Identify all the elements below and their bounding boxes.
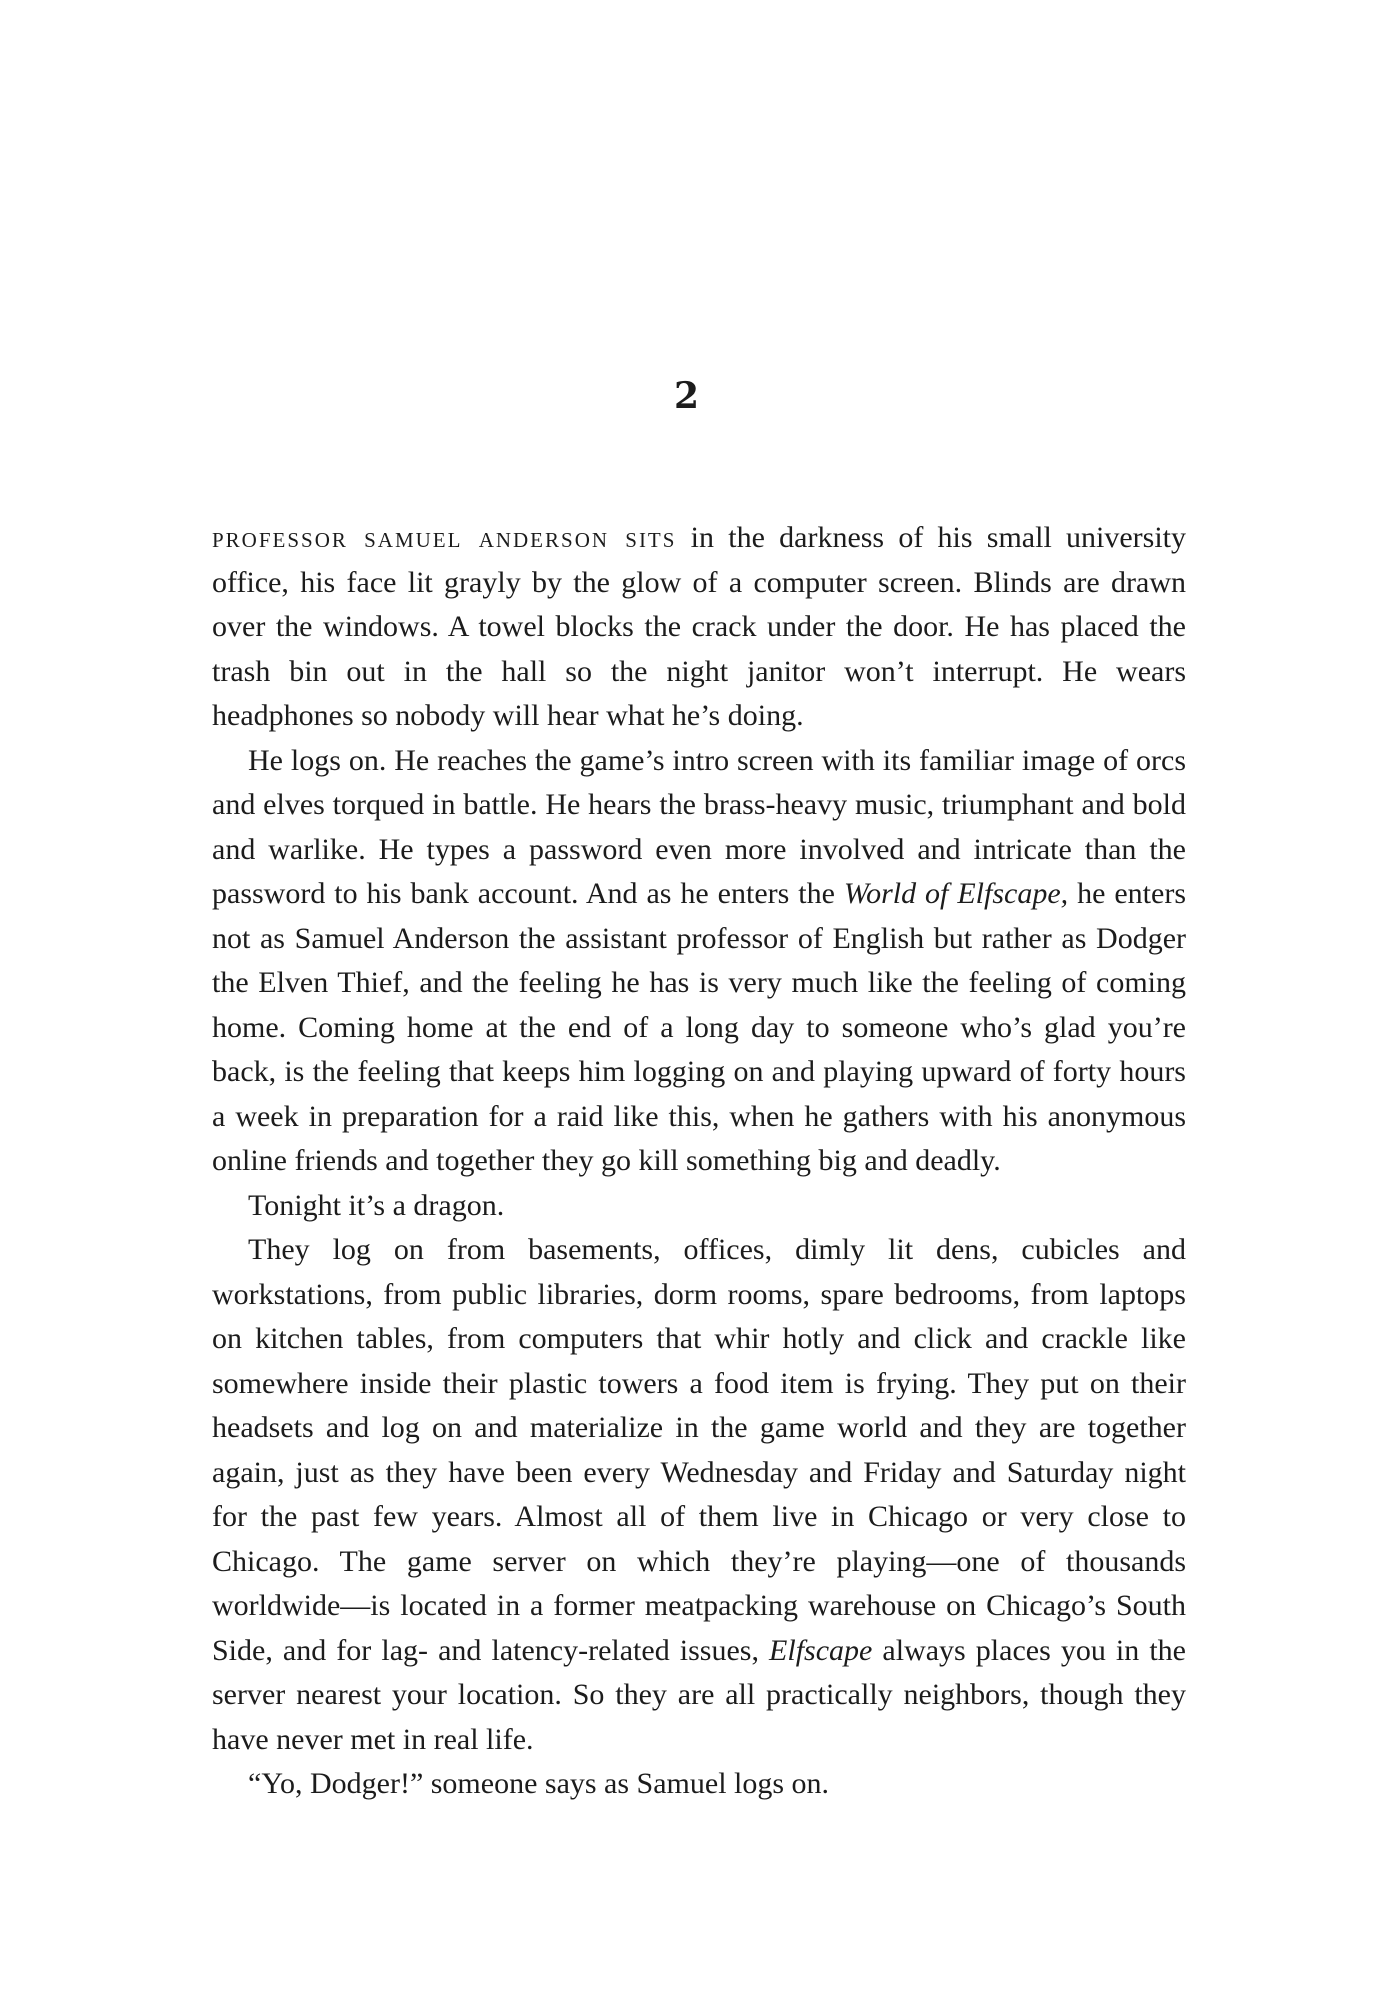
chapter-body [212,516,1186,1807]
game-title-italic: World of Elfscape, [843,877,1069,910]
paragraph-text: in the darkness of his small university office, his face lit grayly by the glow of a computer screen. Blinds are drawn over the windows. A towel blocks the crack under the door. He has placed the trash bin out in the hall so the night janitor won’t interrupt. He wears headphones so nobody will hear what he’s doing. [212,521,1187,732]
paragraph-text: He logs on. He reaches the game’s intro screen with its familiar image of orcs and elves torqued in battle. He hears the brass-heavy music, triumphant and bold and warlike. He types a password even more involved and intricate than the password to his bank account. And as he enters the [212,743,1186,910]
paragraph-text: “Yo, Dodger!” someone says as Samuel logs on. [248,1767,830,1800]
paragraph-text: Tonight it’s a dragon. [248,1188,505,1222]
chapter-number: 2 [673,375,700,417]
paragraph-4 [212,1228,1186,1762]
paragraph-1 [212,516,1186,739]
paragraph-5 [212,1762,1186,1807]
paragraph-2 [212,739,1186,1184]
paragraph-lead-in: professor samuel anderson sits [212,521,677,554]
paragraph-3 [212,1184,1186,1229]
paragraph-text: They log on from basements, offices, dimly lit dens, cubicles and workstations, from public libraries, dorm rooms, spare bedrooms, from laptops on kitchen tables, from computers that whir hotly and click and crackle like somewhere inside their plastic towers a food item is frying. They put on their headsets and log on and materialize in the game world and they are together again, just as they have been every Wednesday and Friday and Saturday night for the past few years. Almost all of them live in Chicago or very close to Chicago. The game server on which they’re playing—one of thousands worldwide—is located in a former meatpacking warehouse on Chicago’s South Side, and for lag- and latency-related issues, [212,1233,1186,1667]
paragraph-text: always places you in the server nearest your location. So they are all practically neighbors, though they have never met in real life. [212,1633,1186,1756]
game-title-italic: Elfscape [769,1633,873,1667]
paragraph-text: he enters not as Samuel Anderson the assistant professor of English but rather as Dodger the Elven Thief, and the feeling he has is very much like the feeling of coming home. Coming home at the end of a long day to someone who’s glad you’re back, is the feeling that keeps him logging on and playing upward of forty hours a week in preparation for a raid like this, when he gathers with his anonymous online friends and together they go kill something big and deadly. [212,877,1187,1177]
